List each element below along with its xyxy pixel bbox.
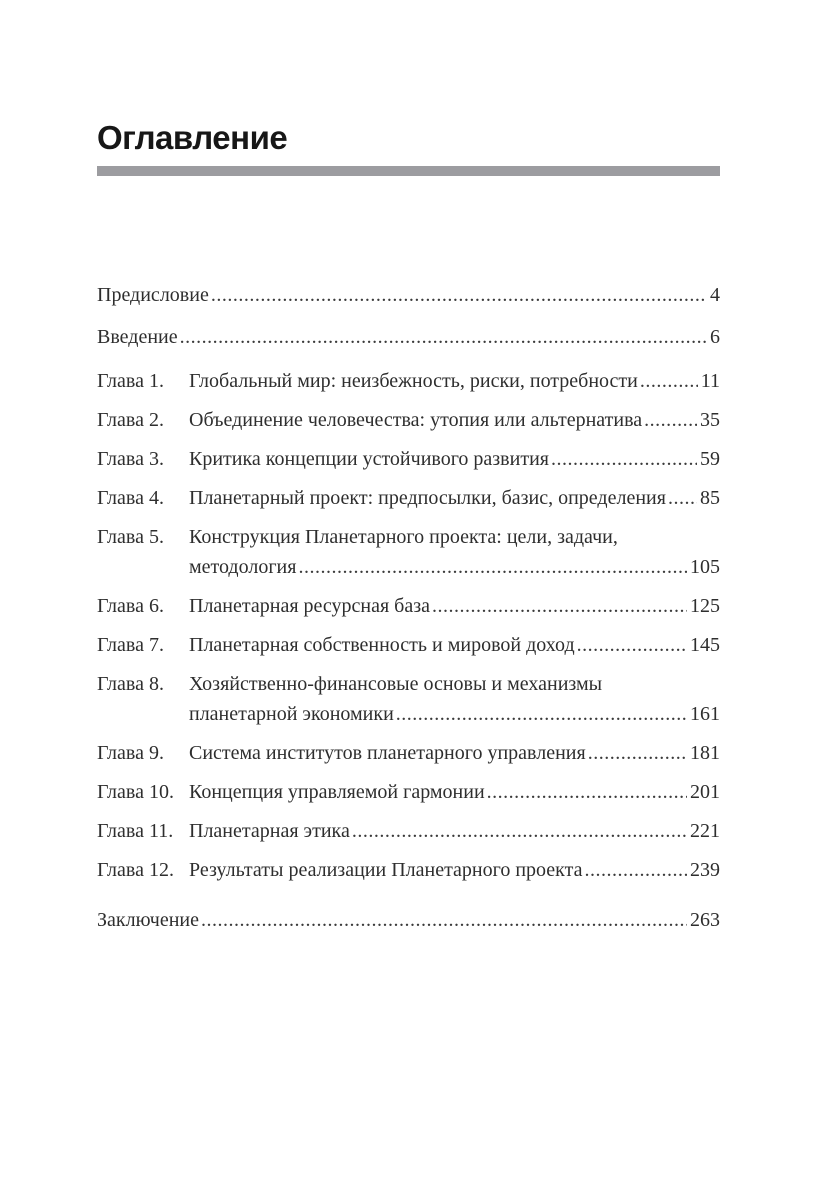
entry-line — [189, 522, 720, 552]
entry-line — [189, 669, 720, 699]
chapter-label: Глава 7. — [97, 634, 164, 656]
entry-title: Предисловие — [97, 284, 209, 306]
entry-body — [97, 905, 720, 935]
entry-title: Планетарная ресурсная база — [189, 595, 430, 617]
page-number: 11 — [700, 370, 720, 392]
entry-body — [189, 738, 720, 768]
dot-leader — [180, 322, 707, 352]
page-number: 35 — [700, 409, 720, 431]
entry-line — [189, 738, 720, 768]
chapter-label: Глава 5. — [97, 526, 164, 548]
entry-body — [97, 280, 720, 310]
entry-body — [189, 483, 720, 513]
chapter-label: Глава 1. — [97, 370, 164, 392]
page-number: 125 — [690, 595, 720, 617]
entry-title: Глобальный мир: неизбежность, риски, потребности — [189, 370, 638, 392]
chapter-label: Глава 8. — [97, 673, 164, 695]
entry-body — [189, 444, 720, 474]
page-number: 161 — [690, 703, 720, 725]
entry-title: Конструкция Планетарного проекта: цели, задачи, — [189, 526, 618, 548]
entry-line — [97, 905, 720, 935]
entry-line — [189, 366, 720, 396]
table-of-contents — [97, 280, 720, 935]
entry-title: Планетарная этика — [189, 820, 350, 842]
toc-entry — [97, 483, 720, 513]
chapter-label: Глава 11. — [97, 820, 174, 842]
entry-line — [189, 483, 720, 513]
entry-title: Планетарная собственность и мировой доход — [189, 634, 575, 656]
dot-leader — [211, 280, 707, 310]
chapter-label: Глава 6. — [97, 595, 164, 617]
chapter-label: Глава 3. — [97, 448, 164, 470]
page-number: 221 — [690, 820, 720, 842]
toc-chapters — [97, 366, 720, 885]
dot-leader — [352, 816, 687, 846]
entry-line — [189, 816, 720, 846]
toc-entry — [97, 522, 720, 582]
title-rule — [97, 166, 720, 176]
entry-title: планетарной экономики — [189, 703, 394, 725]
entry-title: Заключение — [97, 909, 199, 931]
entry-title: Объединение человечества: утопия или альтернатива — [189, 409, 643, 431]
toc-entry — [97, 777, 720, 807]
chapter-label: Глава 12. — [97, 859, 174, 881]
entry-title: Хозяйственно-финансовые основы и механизмы — [189, 673, 603, 695]
toc-entry — [97, 280, 720, 310]
entry-body — [189, 405, 720, 435]
dot-leader — [487, 777, 687, 807]
entry-body — [189, 855, 720, 885]
entry-title: Планетарный проект: предпосылки, базис, определения — [189, 487, 666, 509]
dot-leader — [584, 855, 687, 885]
entry-title: Система институтов планетарного управления — [189, 742, 586, 764]
page-number: 181 — [690, 742, 720, 764]
entry-body — [189, 630, 720, 660]
entry-line — [189, 630, 720, 660]
toc-entry — [97, 444, 720, 474]
entry-line — [189, 444, 720, 474]
toc-entry — [97, 816, 720, 846]
dot-leader — [668, 483, 697, 513]
toc-entry — [97, 405, 720, 435]
entry-title: Результаты реализации Планетарного проекта — [189, 859, 583, 881]
toc-entry — [97, 591, 720, 621]
entry-body — [189, 777, 720, 807]
page-number: 85 — [700, 487, 720, 509]
entry-line — [189, 591, 720, 621]
page-title: Оглавление — [97, 119, 288, 156]
entry-title: Концепция управляемой гармонии — [189, 781, 485, 803]
toc-back-matter — [97, 905, 720, 935]
dot-leader — [577, 630, 687, 660]
toc-entry — [97, 738, 720, 768]
dot-leader — [396, 699, 687, 729]
dot-leader — [644, 405, 697, 435]
entry-body — [189, 522, 720, 582]
page-number: 59 — [700, 448, 720, 470]
chapter-label: Глава 9. — [97, 742, 164, 764]
page-number: 145 — [690, 634, 720, 656]
entry-body — [189, 366, 720, 396]
page-number: 6 — [710, 326, 720, 348]
entry-line — [97, 280, 720, 310]
entry-title: Введение — [97, 326, 178, 348]
entry-line — [189, 777, 720, 807]
entry-body — [97, 322, 720, 352]
toc-entry — [97, 855, 720, 885]
toc-entry — [97, 905, 720, 935]
page-number: 4 — [710, 284, 720, 306]
chapter-label: Глава 2. — [97, 409, 164, 431]
chapter-label: Глава 4. — [97, 487, 164, 509]
page-content — [97, 0, 720, 935]
entry-body — [189, 669, 720, 729]
entry-line — [189, 405, 720, 435]
page-number: 239 — [690, 859, 720, 881]
dot-leader — [298, 552, 687, 582]
page-number: 201 — [690, 781, 720, 803]
toc-entry — [97, 669, 720, 729]
dot-leader — [551, 444, 697, 474]
page-number: 105 — [690, 556, 720, 578]
toc-entry — [97, 630, 720, 660]
dot-leader — [640, 366, 698, 396]
entry-title: методология — [189, 556, 297, 578]
dot-leader — [201, 905, 687, 935]
entry-title: Критика концепции устойчивого развития — [189, 448, 549, 470]
entry-line — [97, 322, 720, 352]
toc-entry — [97, 366, 720, 396]
dot-leader — [432, 591, 687, 621]
page-number: 263 — [690, 909, 720, 931]
chapter-label: Глава 10. — [97, 781, 174, 803]
entry-line — [189, 552, 720, 582]
entry-body — [189, 591, 720, 621]
dot-leader — [588, 738, 687, 768]
entry-line — [189, 855, 720, 885]
entry-body — [189, 816, 720, 846]
entry-line — [189, 699, 720, 729]
toc-entry — [97, 322, 720, 352]
toc-front-matter — [97, 280, 720, 352]
